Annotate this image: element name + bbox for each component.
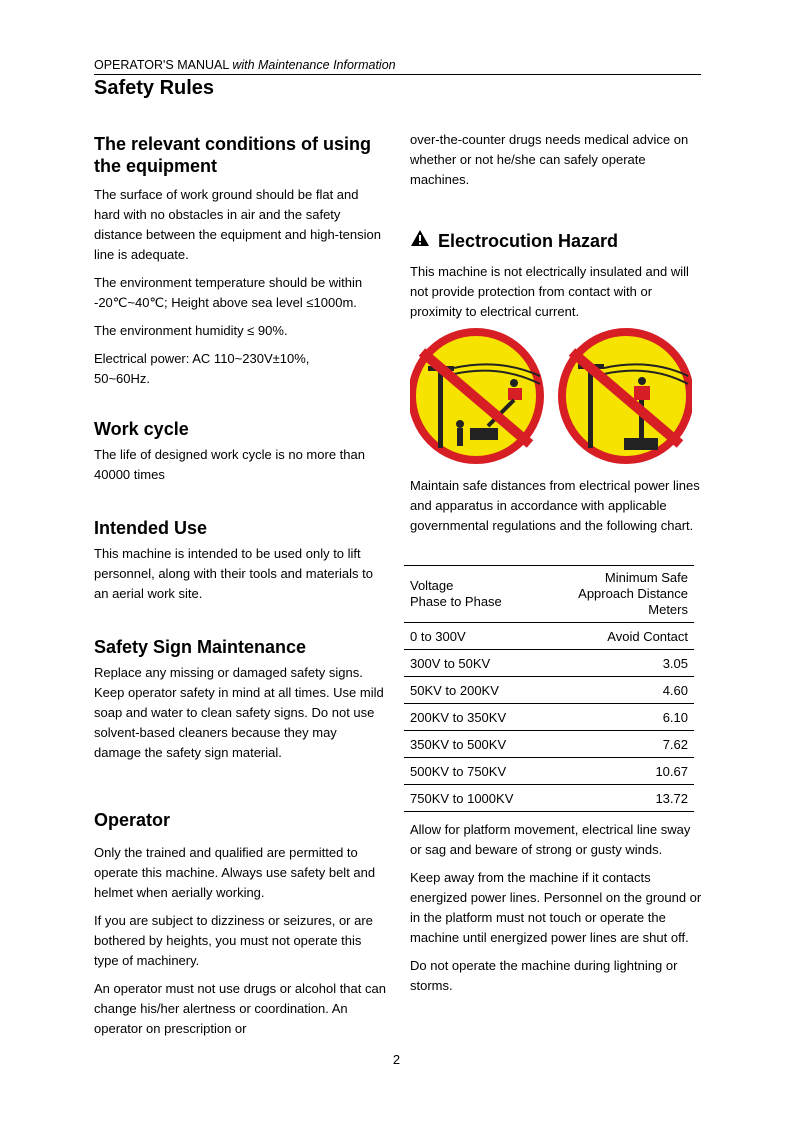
- continued-section: [410, 130, 702, 198]
- operator-heading: Operator: [94, 810, 171, 830]
- intended-use-p1: This machine is intended to be used only to lift personnel, along with their tools and materials to an aerial work site.: [94, 546, 373, 601]
- operator-section: [94, 809, 386, 1047]
- no-power-line-contact-icon: [410, 328, 692, 468]
- operator-p3: An operator must not use drugs or alcohol that can change his/her alertness or coordination. An operator on prescription or: [94, 981, 386, 1036]
- table-row: [404, 677, 694, 704]
- table-row: [404, 731, 694, 758]
- safe-distance-table: [404, 565, 694, 812]
- voltage-cell: 300V to 50KV: [404, 650, 545, 677]
- distance-cell: 13.72: [545, 785, 694, 812]
- page-title: Safety Rules: [94, 77, 215, 99]
- sign-maintenance-heading: Safety Sign Maintenance: [94, 637, 307, 657]
- voltage-cell: 200KV to 350KV: [404, 704, 545, 731]
- sign-maintenance-p1: Replace any missing or damaged safety signs. Keep operator safety in mind at all times. Use mild soap and water to clean safety signs. Do not use solvent-based cleaners because they may damage the safety sign material.: [94, 665, 384, 760]
- hazard-p2: Keep away from the machine if it contacts energized power lines. Personnel on the ground or in the platform must not touch or operate the machine until energized power lines are shut off.: [410, 870, 702, 945]
- voltage-cell: 500KV to 750KV: [404, 758, 545, 785]
- conditions-p4: Electrical power: AC 110~230V±10%, 50~60Hz.: [94, 351, 310, 386]
- table-row: [404, 785, 694, 812]
- distance-cell: 3.05: [545, 650, 694, 677]
- safety-signs: [410, 328, 692, 468]
- table-row: [404, 623, 694, 650]
- hazard-p3: Do not operate the machine during lightning or storms.: [410, 958, 678, 993]
- work-cycle-section: [94, 418, 386, 493]
- hazard-p1: Allow for platform movement, electrical line sway or sag and beware of strong or gusty winds.: [410, 822, 691, 857]
- electrocution-heading-row: [410, 229, 702, 252]
- voltage-cell: 0 to 300V: [404, 623, 545, 650]
- voltage-cell: 350KV to 500KV: [404, 731, 545, 758]
- running-header: [94, 58, 396, 72]
- header-rule: [94, 74, 701, 75]
- conditions-p2: The environment temperature should be within -20℃~40℃; Height above sea level ≤1000m.: [94, 275, 363, 310]
- distance-header-line3: Meters: [648, 602, 688, 617]
- distances-intro-section: [410, 476, 702, 544]
- continued-p: over-the-counter drugs needs medical advice on whether or not he/she can safely operate machines.: [410, 132, 689, 187]
- distance-cell: 7.62: [545, 731, 694, 758]
- voltage-header: [404, 566, 545, 623]
- intended-use-section: [94, 517, 386, 612]
- table-row: [404, 650, 694, 677]
- distance-header-line2: Approach Distance: [578, 586, 688, 601]
- header-subtitle: with Maintenance Information: [232, 58, 396, 72]
- intended-use-heading: Intended Use: [94, 518, 208, 538]
- distance-cell: 10.67: [545, 758, 694, 785]
- distance-cell: 4.60: [545, 677, 694, 704]
- voltage-cell: 50KV to 200KV: [404, 677, 545, 704]
- table-row: [404, 758, 694, 785]
- conditions-heading: The relevant conditions of using the equipment: [94, 134, 372, 176]
- electrocution-p1: This machine is not electrically insulated and will not provide protection from contact with or proximity to electrical current.: [410, 264, 689, 319]
- hazard-notes-section: [410, 820, 702, 1004]
- work-cycle-heading: Work cycle: [94, 419, 189, 439]
- conditions-p3: The environment humidity ≤ 90%.: [94, 323, 288, 338]
- voltage-header-line1: Voltage: [410, 578, 454, 593]
- voltage-header-line2: Phase to Phase: [410, 594, 502, 609]
- distance-cell: 6.10: [545, 704, 694, 731]
- distance-header: [545, 566, 694, 623]
- operator-p1: Only the trained and qualified are permitted to operate this machine. Always use safety belt and helmet when aerially working.: [94, 845, 376, 900]
- voltage-cell: 750KV to 1000KV: [404, 785, 545, 812]
- header-label: OPERATOR'S MANUAL: [94, 58, 229, 72]
- warning-triangle-icon: [410, 229, 430, 252]
- conditions-p1: The surface of work ground should be flat and hard with no obstacles in air and the safety distance between the equipment and high-tension line is adequate.: [94, 187, 381, 262]
- table-row: [404, 704, 694, 731]
- page-number: 2: [392, 1052, 401, 1067]
- conditions-section: [94, 133, 386, 397]
- distance-header-line1: Minimum Safe: [604, 570, 688, 585]
- electrocution-heading: Electrocution Hazard: [438, 230, 619, 251]
- table-header-row: [404, 566, 694, 623]
- operator-p2: If you are subject to dizziness or seizures, or are bothered by heights, you must not operate this type of machinery.: [94, 913, 373, 968]
- distance-cell: Avoid Contact: [545, 623, 694, 650]
- electrocution-section: [410, 229, 702, 330]
- electrocution-p2: Maintain safe distances from electrical power lines and apparatus in accordance with applicable governmental regulations and the following chart.: [410, 478, 700, 533]
- sign-maintenance-section: [94, 636, 386, 771]
- work-cycle-p1: The life of designed work cycle is no more than 40000 times: [94, 447, 365, 482]
